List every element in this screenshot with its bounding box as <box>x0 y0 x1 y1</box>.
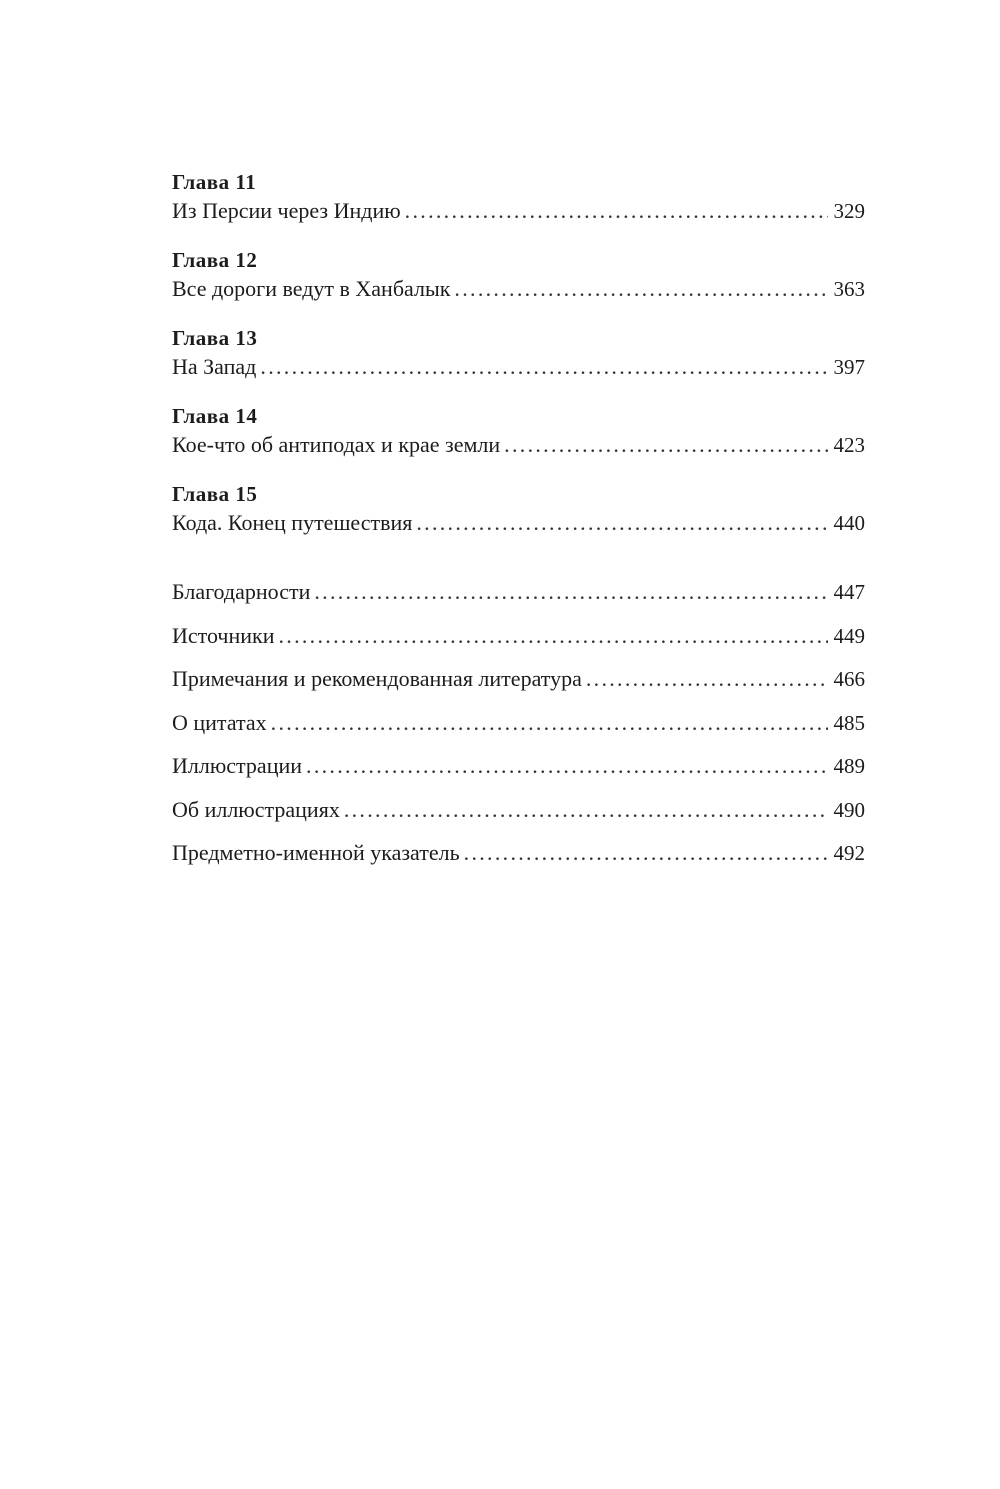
section-title: Благодарности <box>172 579 311 604</box>
dot-leader <box>454 274 827 304</box>
chapter-title: Все дороги ведут в Ханбалык <box>172 276 451 301</box>
toc-link[interactable] <box>172 831 865 875</box>
dot-leader <box>306 744 827 788</box>
chapter-label: Глава 13 <box>172 326 258 350</box>
chapter-label: Глава 15 <box>172 482 258 506</box>
dot-leader <box>504 430 827 460</box>
dot-leader <box>260 352 827 382</box>
chapter-title: Из Персии через Индию <box>172 198 401 223</box>
dot-leader <box>271 701 828 745</box>
toc-link[interactable] <box>172 196 865 226</box>
chapter-label: Глава 11 <box>172 170 257 194</box>
toc-link[interactable] <box>172 614 865 658</box>
chapter-label: Глава 14 <box>172 404 258 428</box>
page-number: 329 <box>833 199 865 223</box>
chapter-entry <box>172 324 865 382</box>
toc-link[interactable] <box>172 352 865 382</box>
page-number: 423 <box>833 433 865 457</box>
back-matter-list <box>172 570 865 875</box>
chapter-entry <box>172 246 865 304</box>
chapter-entry <box>172 168 865 226</box>
page-number: 447 <box>833 580 865 604</box>
section-title: Источники <box>172 622 275 648</box>
section-title: Предметно-именной указатель <box>172 840 460 865</box>
chapter-entry <box>172 402 865 460</box>
page-number: 449 <box>833 623 865 648</box>
dot-leader <box>464 831 828 875</box>
page-number: 489 <box>833 754 865 778</box>
chapter-title: Кода. Конец путешествия <box>172 510 413 535</box>
toc-link[interactable] <box>172 508 865 538</box>
page-number: 485 <box>833 710 865 735</box>
section-title: Примечания и рекомендованная литература <box>172 666 582 691</box>
toc-link[interactable] <box>172 744 865 788</box>
chapter-title: Кое-что об антиподах и крае земли <box>172 432 501 457</box>
toc-link[interactable] <box>172 788 865 832</box>
toc-link[interactable] <box>172 701 865 745</box>
toc-link[interactable] <box>172 570 865 614</box>
chapter-label: Глава 12 <box>172 248 258 272</box>
table-of-contents <box>172 168 865 875</box>
section-title: О цитатах <box>172 709 267 735</box>
page-number: 440 <box>833 511 865 535</box>
dot-leader <box>344 788 828 832</box>
dot-leader <box>278 614 827 658</box>
section-title: Об иллюстрациях <box>172 796 340 822</box>
section-title: Иллюстрации <box>172 753 303 778</box>
toc-link[interactable] <box>172 430 865 460</box>
chapter-title: На Запад <box>172 354 257 379</box>
chapter-entry <box>172 480 865 538</box>
dot-leader <box>405 196 828 226</box>
page-number: 490 <box>833 797 865 822</box>
page-number: 492 <box>833 841 865 865</box>
toc-link[interactable] <box>172 274 865 304</box>
toc-link[interactable] <box>172 657 865 701</box>
page-number: 466 <box>833 667 865 691</box>
page-number: 363 <box>833 277 865 301</box>
dot-leader <box>416 508 827 538</box>
page-number: 397 <box>833 355 865 379</box>
dot-leader <box>586 657 828 701</box>
dot-leader <box>314 570 827 614</box>
